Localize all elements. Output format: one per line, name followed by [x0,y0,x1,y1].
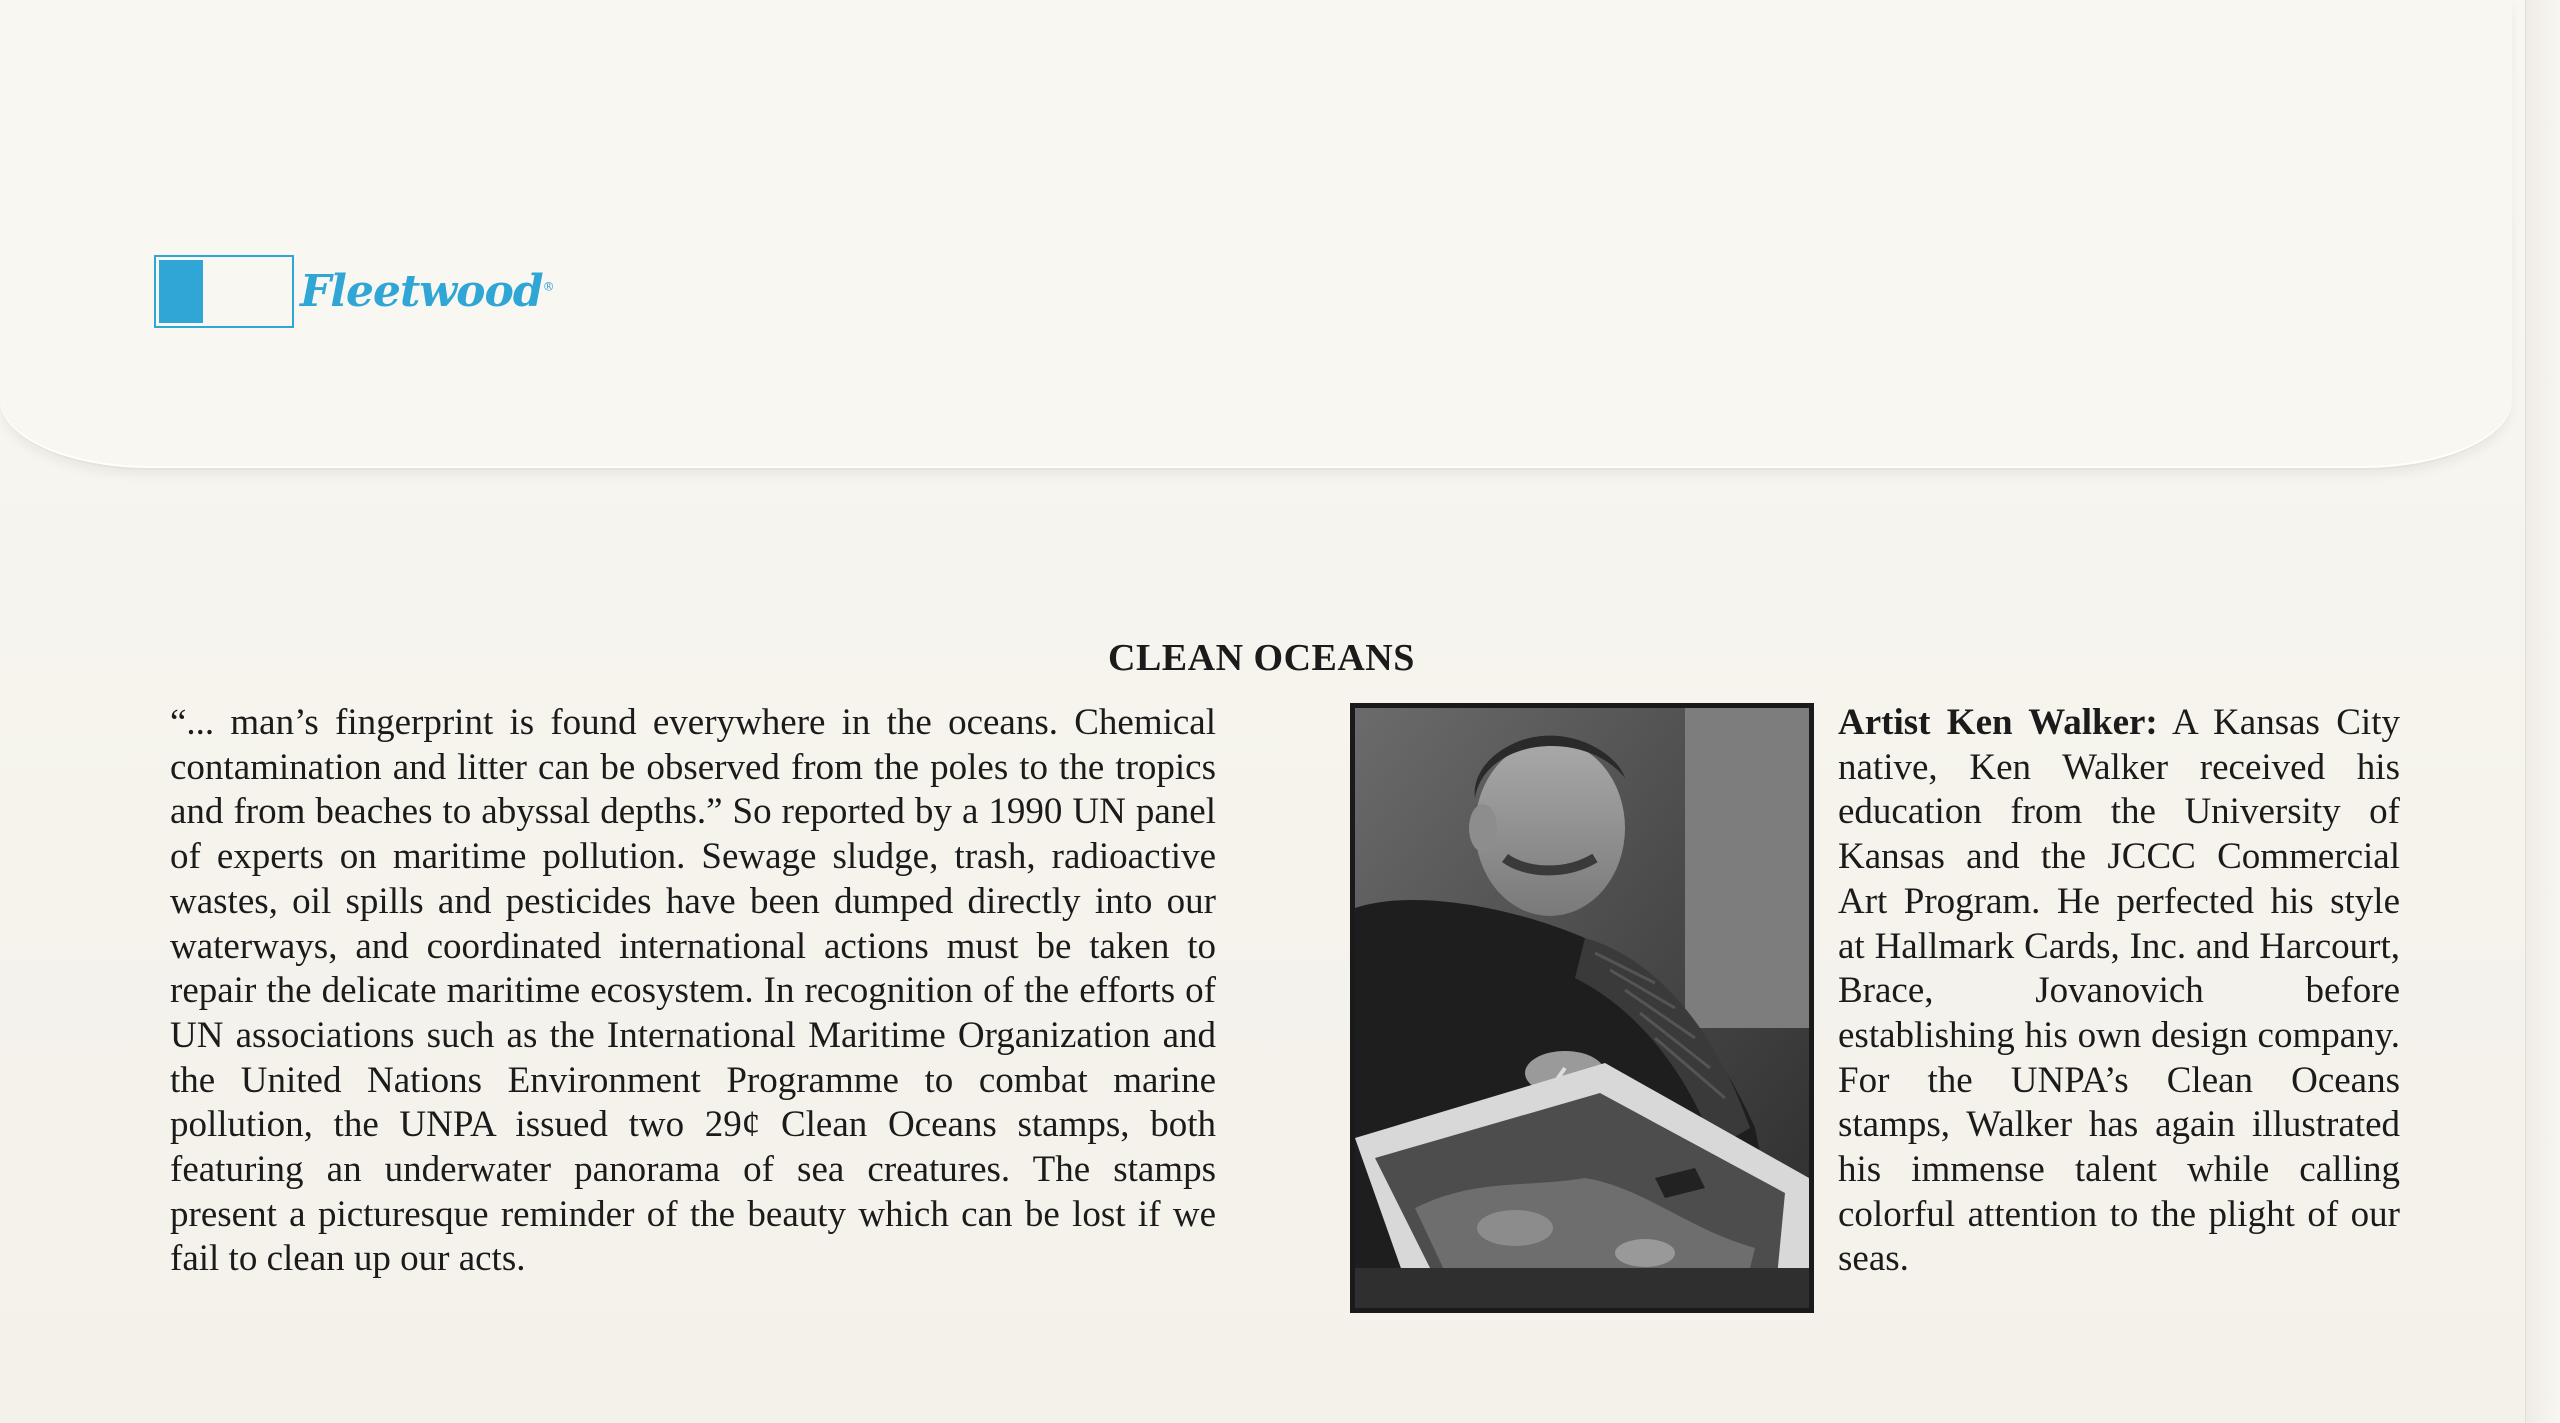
envelope-edge [2525,0,2560,1423]
page-title: CLEAN OCEANS [1108,637,1415,679]
article-text: “... man’s fingerprint is found everywhere in the oceans. Chemical contamination and litter can be observed from the poles to the tropics and from beaches to abyssal depths.” So reported by a 1990 UN panel of experts on maritime pollution. Sewage sludge, trash, radioactive wastes, oil spills and pesticides have been dumped directly into our waterways, and coordinated international actions must be taken to repair the delicate maritime ecosystem. In recognition of the efforts of UN associations such as the International Maritime Organization and the United Nations Environment Programme to combat marine pollution, the UNPA issued two 29¢ Clean Oceans stamps, both featuring an underwater panorama of sea creatures. The stamps present a picturesque reminder of the beauty which can be lost if we fail to clean up our acts. [170,702,1216,1280]
envelope-flap [0,0,2512,470]
fleetwood-logo [154,253,554,330]
logo-box-icon [154,255,294,328]
artist-bio [1838,701,2400,1282]
artist-portrait-image [1355,708,1809,1308]
artist-bio-lead: Artist Ken Walker: [1838,702,2158,743]
brand-name-text: Fleetwood [300,266,543,317]
brand-name [300,266,554,317]
artist-bio-text: A Kansas City native, Ken Walker received his education from the University of Kansas and the JCCC Commercial Art Program. He perfected his style at Hallmark Cards, Inc. and Harcourt, Brace, Jovanovich before establishing his own design company. For the UNPA’s Clean Oceans stamps, Walker has again illustrated his immense talent while calling colorful attention to the plight of our seas. [1838,702,2400,1280]
artist-photo [1350,703,1814,1313]
registered-mark: ® [542,279,554,294]
